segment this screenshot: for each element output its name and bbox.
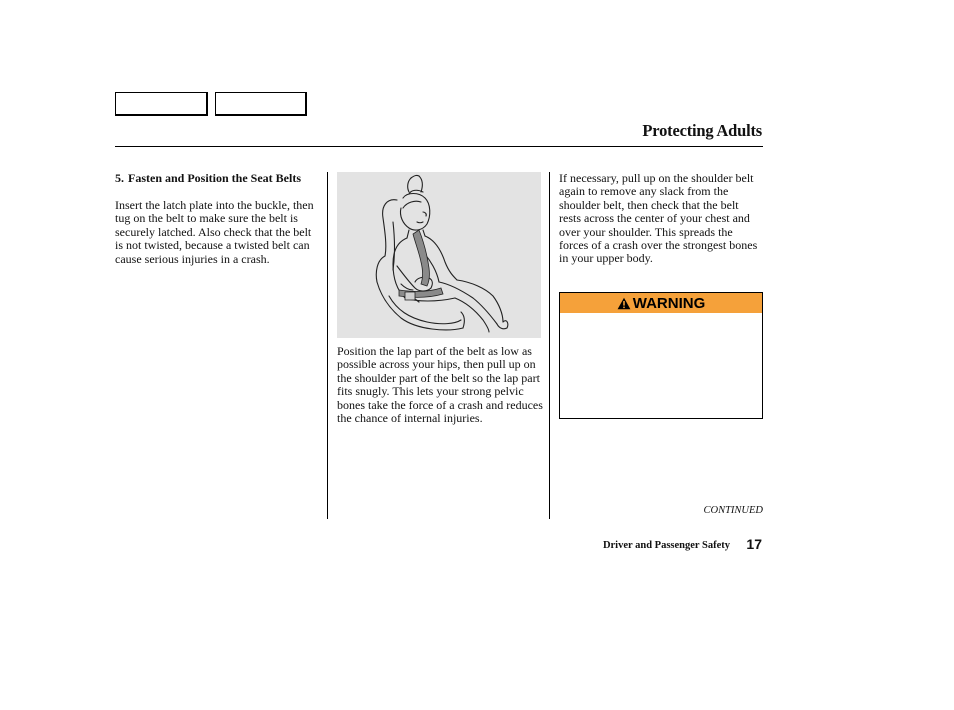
warning-triangle-icon — [617, 297, 631, 310]
column-divider — [549, 172, 550, 519]
step-heading-text: Fasten and Position the Seat Belts — [128, 171, 302, 185]
nav-button-2[interactable] — [215, 92, 307, 116]
footer-section-title: Driver and Passenger Safety — [602, 540, 730, 551]
nav-button-1[interactable] — [115, 92, 208, 116]
warning-header — [560, 293, 762, 313]
step-number: 5. — [115, 171, 124, 185]
warning-box — [559, 292, 763, 419]
page-title: Protecting Adults — [642, 121, 762, 140]
column2-body: Position the lap part of the belt as low as possible across your hips, then pull up on the shoulder part of the belt so the lap part fits snugly. This lets your strong pelvic bones take the force of a crash and reduces the chance of internal injuries. — [337, 344, 543, 426]
column3-body: If necessary, pull up on the shoulder belt again to remove any slack from the shoulder belt, then check that the belt rests across the center of your chest and over your shoulder. This spreads the forces of a crash over the strongest bones in your upper body. — [559, 171, 758, 266]
step-body: Insert the latch plate into the buckle, then tug on the belt to make sure the belt is securely latched. Also check that the belt is not twisted, because a twisted belt can cause serious injuries in a crash. — [115, 198, 314, 266]
step-heading — [115, 172, 325, 185]
page-number: 17 — [746, 536, 762, 552]
continued-label: CONTINUED — [703, 505, 763, 516]
seated-person-seatbelt-illustration — [337, 172, 541, 338]
column-divider — [327, 172, 328, 519]
seatbelt-illustration — [337, 172, 541, 338]
title-rule — [115, 146, 763, 147]
warning-label: WARNING — [632, 294, 706, 312]
